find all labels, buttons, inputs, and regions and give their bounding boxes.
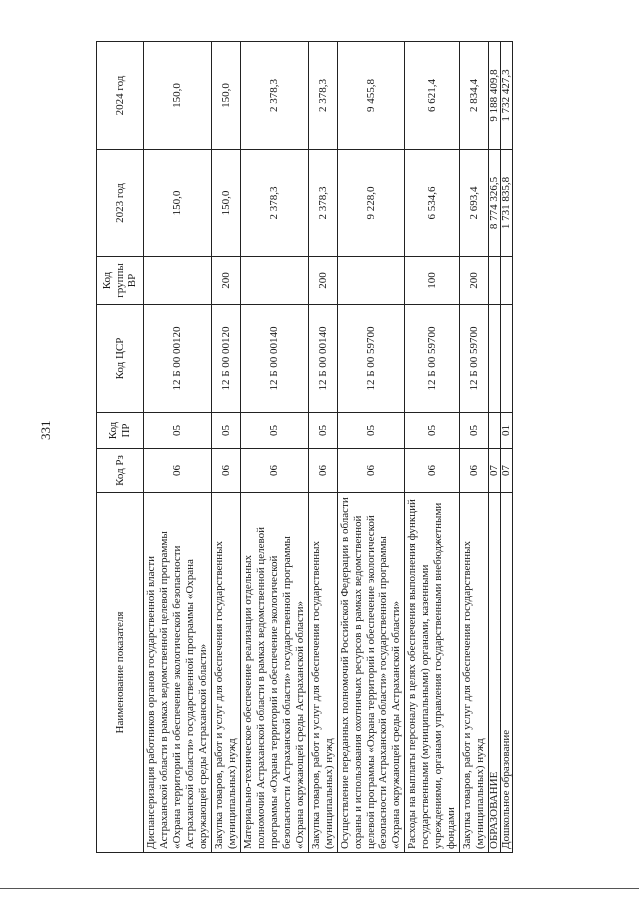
row-2024: 6 621,4 bbox=[405, 42, 460, 150]
header-2024: 2024 год bbox=[97, 42, 144, 150]
table-header-row bbox=[97, 42, 144, 853]
row-name: Расходы на выплаты персоналу в целях обеспечения выполнения функций государственными (муниципальными) органами, казенными учреждениями, органами управления государственными внебюджетными фондами bbox=[405, 493, 460, 853]
row-2024: 150,0 bbox=[211, 42, 240, 150]
header-pr: Код ПР bbox=[97, 413, 144, 449]
row-pr: 05 bbox=[240, 413, 308, 449]
row-vr bbox=[144, 257, 212, 305]
table-row bbox=[240, 42, 308, 853]
row-2023: 2 378,3 bbox=[240, 150, 308, 257]
row-2023: 150,0 bbox=[144, 150, 212, 257]
row-pr: 05 bbox=[460, 413, 489, 449]
row-csr bbox=[489, 305, 501, 413]
budget-table bbox=[96, 41, 513, 853]
row-rz: 06 bbox=[337, 449, 405, 493]
row-2023: 1 731 835,8 bbox=[501, 150, 513, 257]
row-pr: 05 bbox=[308, 413, 337, 449]
row-name: Закупка товаров, работ и услуг для обеспечения государственных (муниципальных) нужд bbox=[308, 493, 337, 853]
row-vr: 200 bbox=[211, 257, 240, 305]
row-vr bbox=[240, 257, 308, 305]
row-2023: 150,0 bbox=[211, 150, 240, 257]
table-row bbox=[144, 42, 212, 853]
table-row bbox=[308, 42, 337, 853]
table-row bbox=[501, 42, 513, 853]
table-row bbox=[460, 42, 489, 853]
row-2023: 2 693,4 bbox=[460, 150, 489, 257]
row-name: Осуществление переданных полномочий Российской Федерации в области охраны и использования охотничьих ресурсов в рамках ведомственной целевой программы «Охрана территорий и обеспечение экологической безопасности Астраханской области» государственной программы «Охрана окружающей среды Астраханской области» bbox=[337, 493, 405, 853]
row-name: Материально-техническое обеспечение реализации отдельных полномочий Астраханской области в рамках ведомственной целевой программы «Охрана территорий и обеспечение экологической безопасности Астраханской области» государственной программы «Охрана окружающей среды Астраханской области» bbox=[240, 493, 308, 853]
row-csr: 12 Б 00 00120 bbox=[211, 305, 240, 413]
row-2024: 2 378,3 bbox=[240, 42, 308, 150]
row-2024: 2 378,3 bbox=[308, 42, 337, 150]
row-vr: 200 bbox=[308, 257, 337, 305]
row-pr: 01 bbox=[501, 413, 513, 449]
row-pr: 05 bbox=[144, 413, 212, 449]
row-2023: 2 378,3 bbox=[308, 150, 337, 257]
row-csr: 12 Б 00 59700 bbox=[337, 305, 405, 413]
row-rz: 06 bbox=[144, 449, 212, 493]
header-vr: Код группы ВР bbox=[97, 257, 144, 305]
row-2024: 2 834,4 bbox=[460, 42, 489, 150]
row-vr bbox=[337, 257, 405, 305]
row-name: Закупка товаров, работ и услуг для обеспечения государственных (муниципальных) нужд bbox=[211, 493, 240, 853]
row-2023: 6 534,6 bbox=[405, 150, 460, 257]
row-rz: 06 bbox=[211, 449, 240, 493]
row-rz: 07 bbox=[489, 449, 501, 493]
row-rz: 06 bbox=[405, 449, 460, 493]
row-csr: 12 Б 00 00140 bbox=[308, 305, 337, 413]
row-vr bbox=[501, 257, 513, 305]
table-row bbox=[211, 42, 240, 853]
row-name: Закупка товаров, работ и услуг для обеспечения государственных (муниципальных) нужд bbox=[460, 493, 489, 853]
table-row bbox=[405, 42, 460, 853]
row-pr: 05 bbox=[211, 413, 240, 449]
table-row bbox=[489, 42, 501, 853]
header-csr: Код ЦСР bbox=[97, 305, 144, 413]
row-csr: 12 Б 00 59700 bbox=[460, 305, 489, 413]
row-pr bbox=[489, 413, 501, 449]
row-vr: 200 bbox=[460, 257, 489, 305]
header-name: Наименование показателя bbox=[97, 493, 144, 853]
row-rz: 06 bbox=[240, 449, 308, 493]
row-csr: 12 Б 00 00140 bbox=[240, 305, 308, 413]
row-2023: 9 228,0 bbox=[337, 150, 405, 257]
header-2023: 2023 год bbox=[97, 150, 144, 257]
row-2024: 9 455,8 bbox=[337, 42, 405, 150]
row-csr: 12 Б 00 59700 bbox=[405, 305, 460, 413]
row-csr: 12 Б 00 00120 bbox=[144, 305, 212, 413]
row-2024: 9 188 409,8 bbox=[489, 42, 501, 150]
row-vr: 100 bbox=[405, 257, 460, 305]
table-row bbox=[337, 42, 405, 853]
row-2024: 1 732 427,3 bbox=[501, 42, 513, 150]
row-name: Дошкольное образование bbox=[501, 493, 513, 853]
row-pr: 05 bbox=[405, 413, 460, 449]
header-rz: Код Рз bbox=[97, 449, 144, 493]
row-2024: 150,0 bbox=[144, 42, 212, 150]
row-name: ОБРАЗОВАНИЕ bbox=[489, 493, 501, 853]
row-rz: 06 bbox=[308, 449, 337, 493]
row-rz: 06 bbox=[460, 449, 489, 493]
row-rz: 07 bbox=[501, 449, 513, 493]
row-name: Диспансеризация работников органов государственной власти Астраханской области в рамках ведомственной целевой программы «Охрана территорий и обеспечение экологической безопасности Астраханской области» государственной программы «Охрана окружающей среды Астраханской области» bbox=[144, 493, 212, 853]
scan-bottom-edge bbox=[0, 888, 639, 889]
row-vr bbox=[489, 257, 501, 305]
rotated-table-container bbox=[96, 42, 512, 853]
row-2023: 8 774 326,5 bbox=[489, 150, 501, 257]
row-pr: 05 bbox=[337, 413, 405, 449]
row-csr bbox=[501, 305, 513, 413]
page-number: 331 bbox=[38, 420, 53, 440]
